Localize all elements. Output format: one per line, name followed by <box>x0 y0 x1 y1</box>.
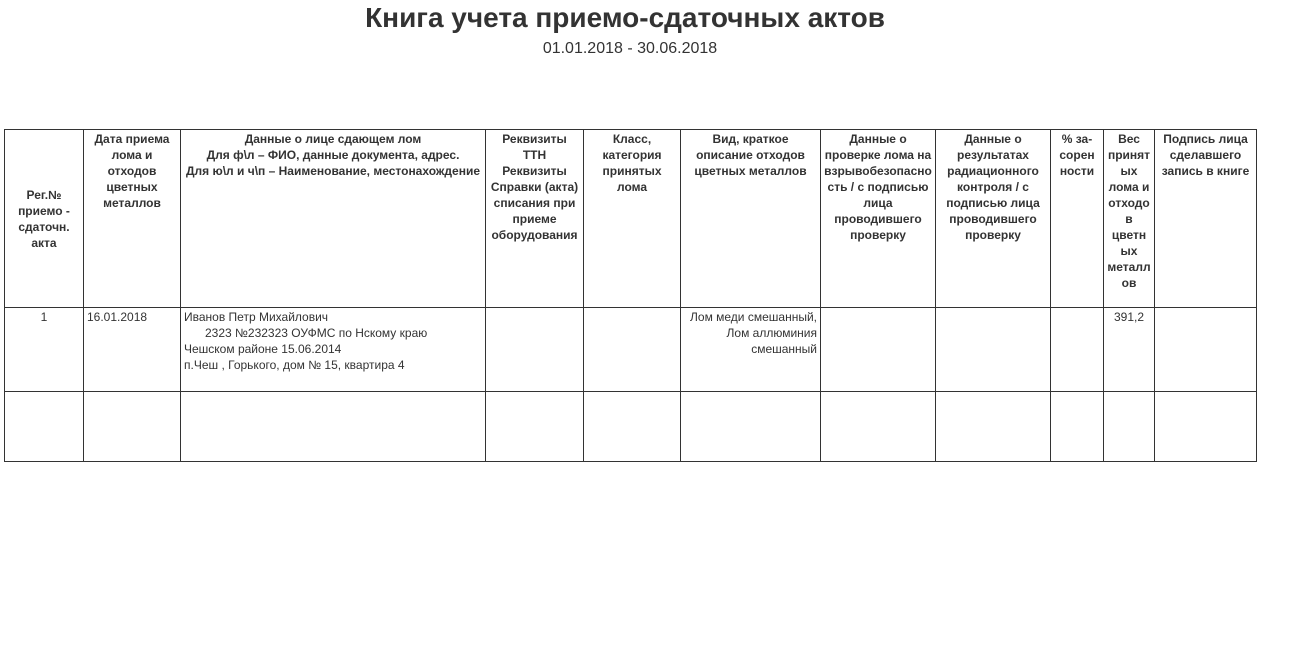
cell-person <box>181 308 486 392</box>
col-header-contamination: % за-сорен ности <box>1051 130 1104 308</box>
col-header-radiation-check: Данные о результатах радиационного контроля / с подписью лица проводившего проверку <box>936 130 1051 308</box>
cell-ttn <box>486 308 584 392</box>
cell-person-doc: 2323 №232323 ОУФМС по Нскому краю <box>205 326 428 340</box>
ledger-table <box>4 129 1257 462</box>
col-header-person-title: Данные о лице сдающем лом <box>244 132 422 146</box>
cell-person-doc-issued: Чешском районе 15.06.2014 <box>184 342 342 356</box>
empty-cell <box>1104 392 1155 462</box>
col-header-person-individual: Для ф\л – ФИО, данные документа, адрес. <box>206 148 460 162</box>
empty-cell <box>486 392 584 462</box>
table-row <box>5 308 1257 392</box>
cell-reg-no: 1 <box>5 308 84 392</box>
empty-cell <box>84 392 181 462</box>
page-title: Книга учета приемо-сдаточных актов <box>365 2 885 33</box>
cell-person-address: п.Чеш , Горького, дом № 15, квартира 4 <box>184 358 405 372</box>
empty-cell <box>936 392 1051 462</box>
cell-date: 16.01.2018 <box>84 308 181 392</box>
cell-explosion-check <box>821 308 936 392</box>
col-header-signature: Подпись лица сделавшего запись в книге <box>1155 130 1257 308</box>
cell-radiation-check <box>936 308 1051 392</box>
cell-signature <box>1155 308 1257 392</box>
cell-class <box>584 308 681 392</box>
col-header-weight: Вес принятых лома и отходов цветных металлов <box>1104 130 1155 308</box>
empty-cell <box>1051 392 1104 462</box>
col-header-person <box>181 130 486 308</box>
cell-weight: 391,2 <box>1104 308 1155 392</box>
empty-cell <box>5 392 84 462</box>
col-header-class: Класс, категория принятых лома <box>584 130 681 308</box>
empty-cell <box>821 392 936 462</box>
col-header-ttn: Реквизиты ТТН Реквизиты Справки (акта) списания при приеме оборудования <box>486 130 584 308</box>
empty-cell <box>681 392 821 462</box>
table-header-row <box>5 130 1257 308</box>
col-header-description: Вид, краткое описание отходов цветных металлов <box>681 130 821 308</box>
table-row-empty <box>5 392 1257 462</box>
col-header-date: Дата приема лома и отходов цветных металлов <box>84 130 181 308</box>
cell-description: Лом меди смешанный, Лом аллюминия смешанный <box>681 308 821 392</box>
empty-cell <box>181 392 486 462</box>
empty-cell <box>1155 392 1257 462</box>
empty-cell <box>584 392 681 462</box>
col-header-explosion-check: Данные о проверке лома на взрывобезопасность / с подписью лица проводившего проверку <box>821 130 936 308</box>
col-header-reg-no: Рег.№ приемо - сдаточн. акта <box>5 130 84 308</box>
cell-person-name: Иванов Петр Михайлович <box>184 310 329 324</box>
report-period: 01.01.2018 - 30.06.2018 <box>542 40 718 57</box>
cell-contamination <box>1051 308 1104 392</box>
col-header-person-legal: Для ю\л и ч\п – Наименование, местонахождение <box>185 164 481 178</box>
